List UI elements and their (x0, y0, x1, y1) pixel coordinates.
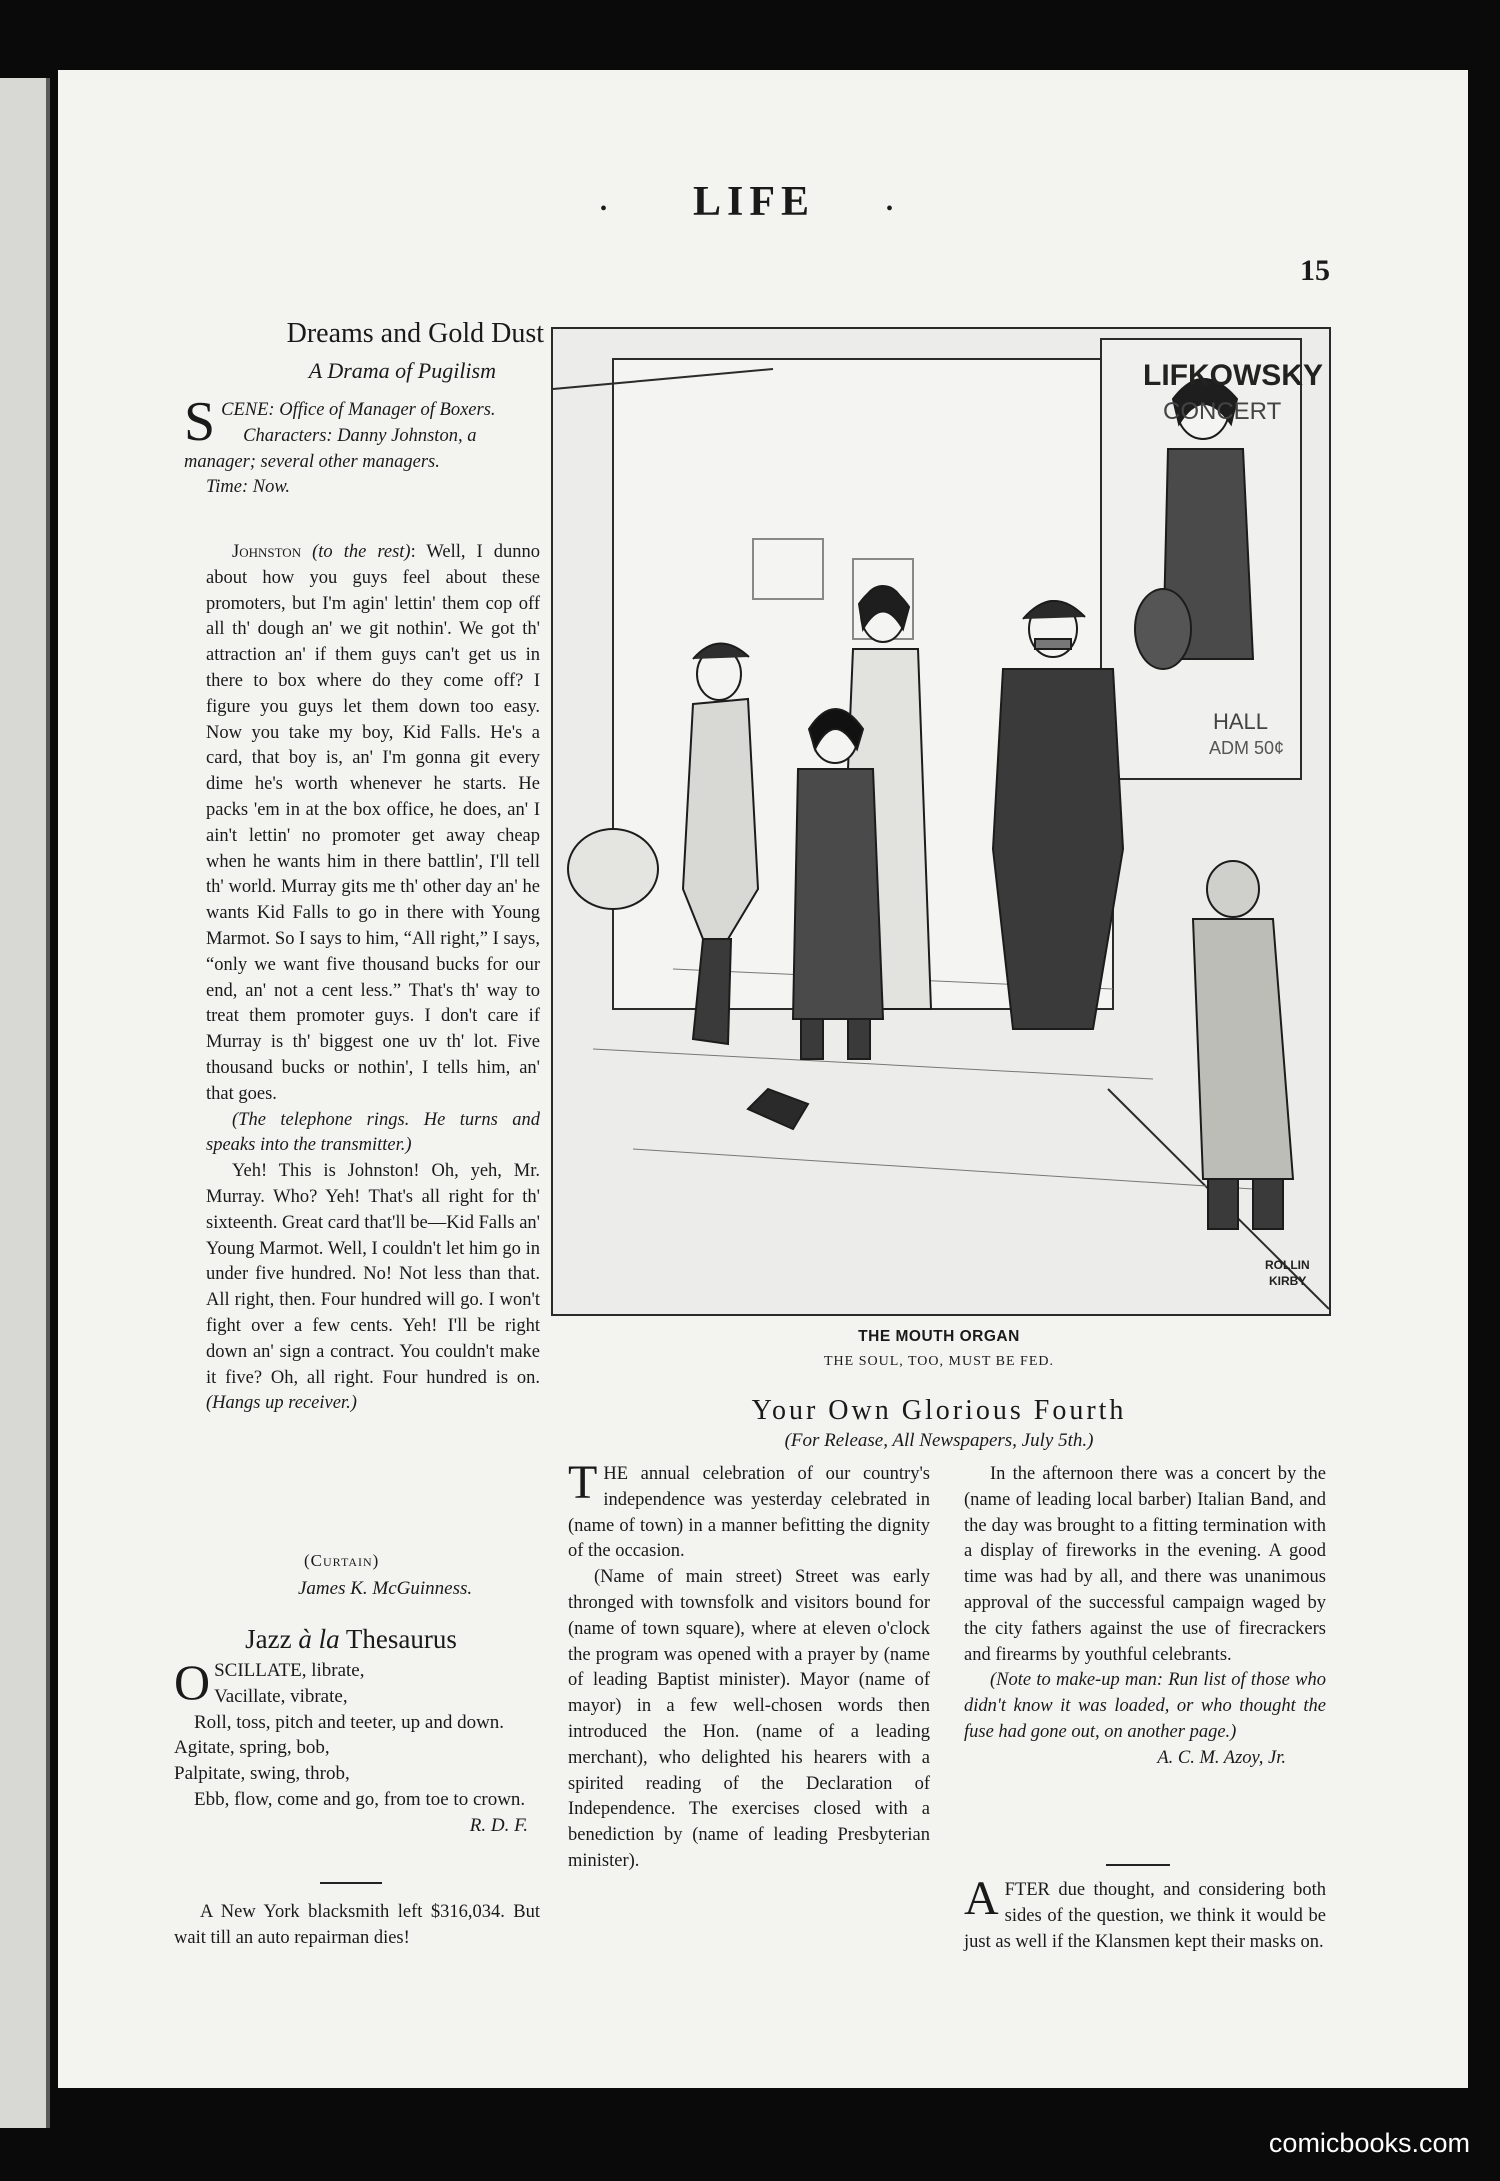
magazine-page (58, 70, 1468, 2088)
poster-text: CONCERT (1163, 398, 1282, 425)
klansmen-quip (964, 1872, 1326, 1955)
curtain-line: (Curtain) (304, 1551, 380, 1570)
fourth-note: (Note to make-up man: Run list of those who didn't know it was loaded, or who thought the fuse had gone out, on another page.) (964, 1670, 1326, 1742)
header-ornament-left: • (600, 198, 608, 220)
fourth-column-1 (568, 1456, 930, 1875)
dreams-scene: CENE: Office of Manager of Boxers. (221, 400, 496, 420)
jazz-title-suffix: Thesaurus (339, 1624, 457, 1654)
dreams-author: James K. McGuinness. (298, 1578, 473, 1599)
jazz-author: R. D. F. (469, 1814, 528, 1836)
artist-signature: ROLLIN (1265, 1258, 1310, 1272)
mouth-organ-illustration (551, 327, 1331, 1316)
fourth-column-2 (964, 1462, 1326, 1772)
poem-line: Palpitate, swing, throb, (174, 1763, 350, 1785)
dreams-characters: Characters: Danny Johnston, a manager; several other managers. (184, 425, 477, 472)
fourth-title: Your Own Glorious Fourth (751, 1395, 1127, 1426)
stage-direction: (The telephone rings. He turns and speaks into the transmitter.) (206, 1109, 540, 1156)
poem-line: Vacillate, vibrate, (214, 1685, 348, 1707)
blacksmith-quip: A New York blacksmith left $316,034. But wait till an auto repairman dies! (174, 1902, 540, 1948)
fourth-subtitle: (For Release, All Newspapers, July 5th.) (784, 1430, 1094, 1451)
section-divider (320, 1882, 382, 1884)
stage-direction: (to the rest) (312, 542, 411, 562)
poem-line-text: Ebb, flow, come and go, from toe to crown. (194, 1788, 526, 1810)
dreams-dialogue (206, 540, 540, 1417)
fourth-paragraph: In the afternoon there was a concert by the (name of leading local barber) Italian Band, and the day was brought to a fitting termination with a display of fireworks in the evening. A good time was had by all, and there was unanimous approval of the successful campaign waged by the city fathers against the use of firecrackers and firearms by youthful celebrants. (964, 1464, 1326, 1665)
poem-line (174, 1787, 546, 1836)
dreams-title: Dreams and Gold Dust (286, 318, 544, 349)
poster-text: LIFKOWSKY (1143, 359, 1323, 392)
speaker-name: Johnston (232, 542, 302, 562)
jazz-title-italic: à la (298, 1624, 340, 1654)
fourth-dropcap: T (568, 1456, 598, 1509)
speech-text: Yeh! This is Johnston! Oh, yeh, Mr. Murray. Who? Yeh! That's all right for th' sixteenth. Great card that'll be—Kid Falls an' Young Marmot. Well, I couldn't let him go in under five hundred. No! Not less than that. All right, then. Four hundred will go. I won't fight over a few cents. Yeh! I'll be right down an' sign a contract. You couldn't make it five? Oh, all right. Four hundred is on. (206, 1161, 540, 1388)
page-number: 15 (1300, 254, 1330, 287)
dreams-subtitle: A Drama of Pugilism (308, 358, 496, 383)
header-ornament-right: • (886, 198, 894, 220)
adjacent-page-edge (0, 78, 50, 2128)
jazz-poem (174, 1654, 546, 1839)
poem-line: SCILLATE, librate, (214, 1660, 365, 1681)
poster-text: HALL (1213, 709, 1269, 734)
artist-signature: KIRBY (1269, 1274, 1307, 1288)
klansmen-text: FTER due thought, and considering both sides of the question, we think it would be just as well if the Klansmen kept their masks on. (964, 1880, 1326, 1952)
speech-text: : Well, I dunno about how you guys feel about these promoters, but I'm agin' lettin' them cop off all th' dough an' we git nothin'. We got th' attraction an' if them guys can't get us in there to box where do they come off? I figure you guys let them down too easy. Now you take my boy, Kid Falls. He's a card, that boy is, an' I'm gonna git every dime he's worth whenever he starts. He packs 'em in at the box office, he does, an' I ain't lettin' no promoter get away cheap when he wants him in there battlin', I'll tell th' world. Murray gits me th' other day an' he wants Kid Falls to go in there with Young Marmot. So I says to him, “All right,” I says, “only we want five thousand bucks for our end, an' not a cent less.” That's th' way to treat them promoter guys. I don't care if Murray is th' biggest one uv th' lot. Five thousand bucks or nothin', I tells him, an' that goes. (206, 542, 540, 1104)
fourth-author: A. C. M. Azoy, Jr. (1157, 1747, 1286, 1768)
illustration-drawing (553, 329, 1329, 1314)
illustration-caption-title: THE MOUTH ORGAN (858, 1328, 1020, 1345)
magazine-title: LIFE (692, 179, 816, 225)
dreams-dropcap: S (184, 391, 216, 453)
jazz-title-prefix: Jazz (245, 1624, 299, 1654)
dreams-scene-block (184, 391, 544, 501)
fourth-paragraph: HE annual celebration of our country's independence was yesterday celebrated in (name of town) in a manner befitting the dignity of the occasion. (568, 1464, 930, 1562)
poster-text: ADM 50¢ (1209, 738, 1285, 758)
klansmen-dropcap: A (964, 1872, 999, 1925)
source-watermark: comicbooks.com (1268, 2128, 1470, 2158)
section-divider (1106, 1864, 1170, 1866)
poem-line: Agitate, spring, bob, (174, 1737, 330, 1759)
stage-direction: (Hangs up receiver.) (206, 1393, 357, 1414)
jazz-title (218, 1624, 484, 1655)
poem-line: Roll, toss, pitch and teeter, up and down. (194, 1711, 505, 1733)
dreams-time: Time: Now. (206, 477, 290, 498)
fourth-paragraph: (Name of main street) Street was early thronged with townsfolk and visitors bound for (name of town square), where at eleven o'clock the program was opened with a prayer by (name of leading Baptist minister). Mayor (name of mayor) in a few well-chosen words then introduced the Hon. (name of a leading merchant), who delighted his hearers with a spirited reading of the Declaration of Independence. The exercises closed with a benediction by (name of leading Presbyterian minister). (568, 1567, 930, 1871)
illustration-caption-subtitle: THE SOUL, TOO, MUST BE FED. (823, 1354, 1055, 1369)
jazz-dropcap: O (174, 1654, 211, 1710)
